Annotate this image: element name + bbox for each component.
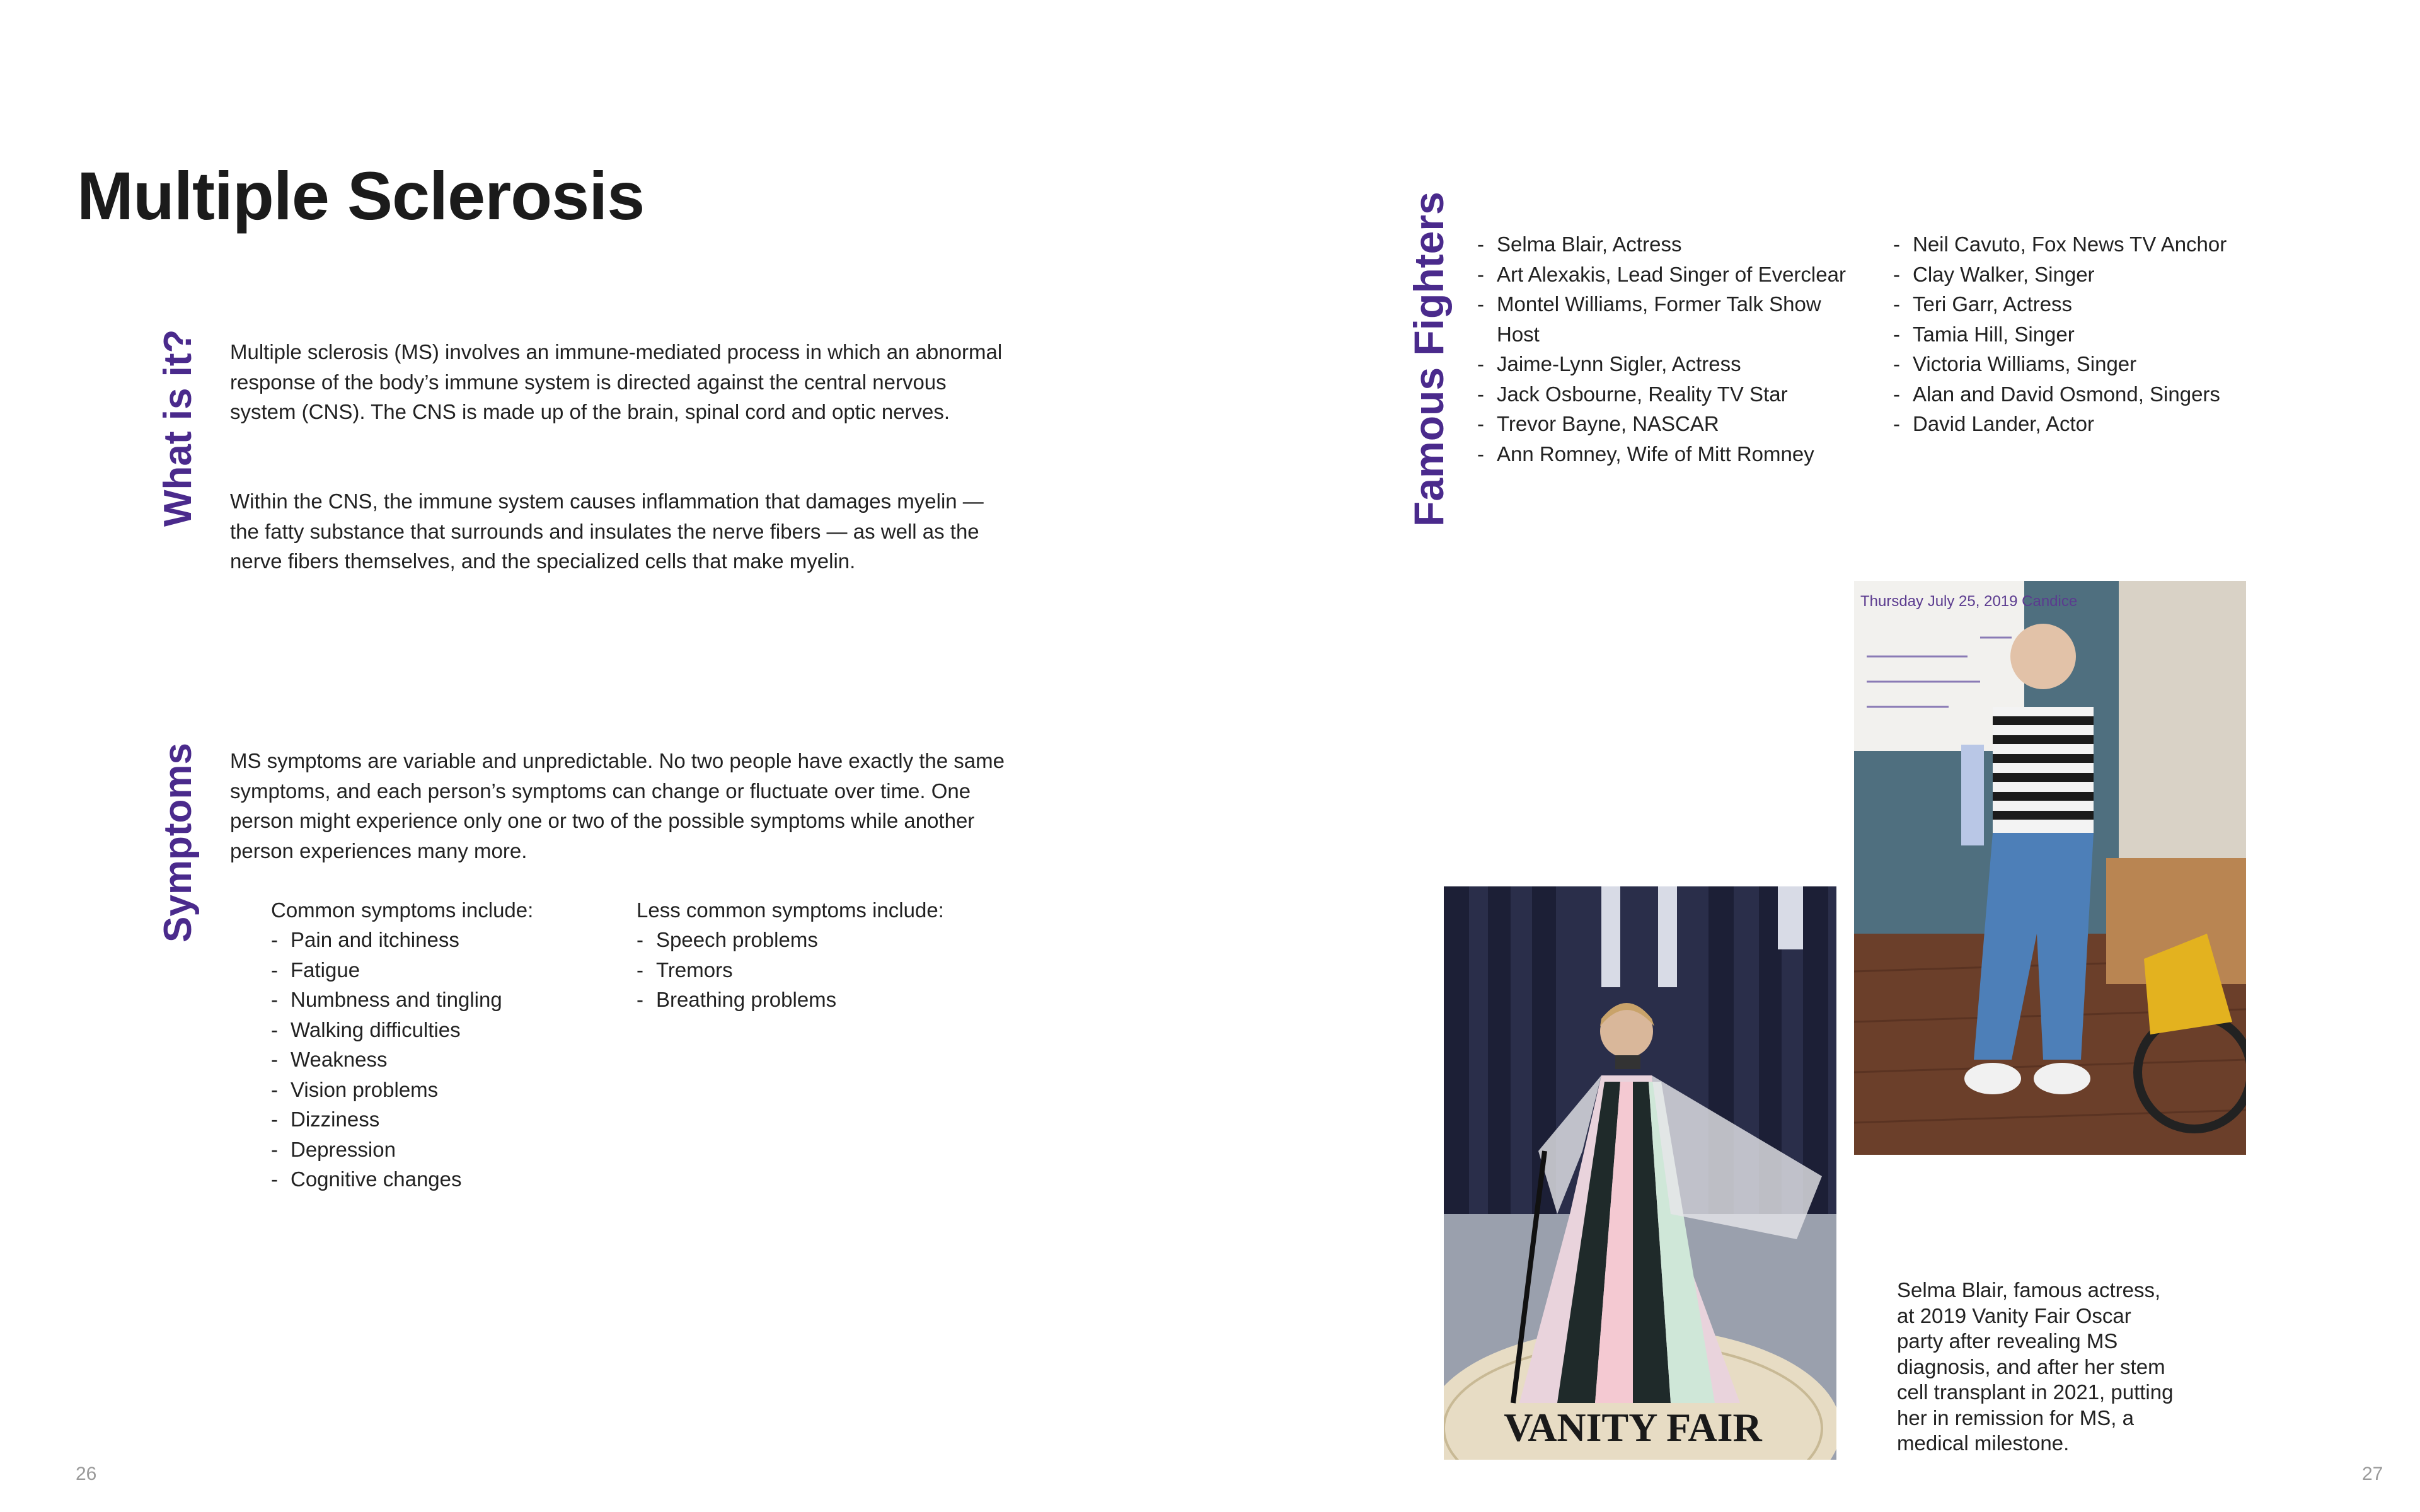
less-common-symptoms-heading: Less common symptoms include: (637, 898, 944, 922)
what-is-it-paragraph-1: Multiple sclerosis (MS) involves an immune-mediated process in which an abnormal response of the body’s immune system is directed against the central nervous system (CNS). The CNS is made up of the brain, spinal cord and optic nerves. (230, 340, 1003, 423)
list-item: - Weakness (271, 1048, 388, 1071)
list-item: - Selma Blair, Actress (1477, 232, 1682, 256)
whiteboard-text (1860, 593, 2077, 610)
list-item: - Cognitive changes (271, 1167, 462, 1191)
photo-caption: Selma Blair, famous actress, at 2019 Vanity Fair Oscar party after revealing MS diagnosis, and after her stem cell transplant in 2021, putting her in remission for MS, a medical milestone. (1897, 1278, 2174, 1455)
list-item: - Teri Garr, Actress (1893, 292, 2073, 316)
page-number-left: 26 (76, 1463, 97, 1484)
photo-selma-blair-vanity-fair (1444, 886, 1836, 1460)
list-item: - Tamia Hill, Singer (1893, 322, 2075, 346)
list-item: - Alan and David Osmond, Singers (1893, 382, 2220, 406)
list-item: - Dizziness (271, 1108, 380, 1131)
list-item: - Neil Cavuto, Fox News TV Anchor (1893, 232, 2227, 256)
what-is-it-paragraph-2: Within the CNS, the immune system causes inflammation that damages myelin — the fatty substance that surrounds and insulates the nerve fibers — as well as the nerve fibers themselves, and the specialized cells that make myelin. (230, 490, 984, 573)
less-common-symptoms-list (637, 925, 989, 1015)
section-label-famous-fighters: Famous Fighters (1405, 192, 1452, 527)
list-item: - Jaime-Lynn Sigler, Actress (1477, 352, 1741, 375)
list-item: - Montel Williams, Former Talk Show Host (1477, 292, 1821, 346)
famous-fighters-list-column-1 (1477, 229, 1868, 469)
svg-text:Thursday July 25, 2019 Candice: Thursday July 25, 2019 Candice (1860, 593, 2078, 610)
list-item: - Art Alexakis, Lead Singer of Everclear (1477, 262, 1846, 286)
vanity-fair-floor-text (1504, 1405, 1762, 1450)
list-item: - Victoria Williams, Singer (1893, 352, 2137, 375)
famous-fighters-list-column-2 (1893, 229, 2309, 439)
list-item: - Fatigue (271, 958, 360, 982)
list-item: - Walking difficulties (271, 1017, 461, 1041)
common-symptoms-list (271, 925, 624, 1194)
list-item: - Jack Osbourne, Reality TV Star (1477, 382, 1788, 406)
symptoms-intro: MS symptoms are variable and unpredictable. No two people have exactly the same symptoms, and each person’s symptoms can change or fluctuate over time. One person might experience only one or two of the possible symptoms while another person experiences many more. (230, 749, 1005, 862)
list-item: - Trevor Bayne, NASCAR (1477, 412, 1719, 435)
list-item: - Vision problems (271, 1077, 439, 1101)
section-label-symptoms: Symptoms (156, 743, 200, 942)
list-item: - Tremors (637, 958, 733, 982)
list-item: - Speech problems (637, 928, 818, 951)
page-title: Multiple Sclerosis (77, 158, 645, 234)
list-item: - Depression (271, 1137, 396, 1161)
photo-selma-blair-hospital (1854, 581, 2246, 1155)
svg-text:VANITY FAIR: VANITY FAIR (1504, 1405, 1762, 1450)
list-item: - Ann Romney, Wife of Mitt Romney (1477, 442, 1814, 466)
list-item: - Pain and itchiness (271, 928, 459, 951)
page-number-right: 27 (2362, 1463, 2383, 1484)
section-label-what-is-it: What is it? (156, 329, 200, 527)
list-item: - Clay Walker, Singer (1893, 262, 2095, 286)
list-item: - David Lander, Actor (1893, 412, 2095, 435)
common-symptoms-heading: Common symptoms include: (271, 898, 534, 922)
list-item: - Breathing problems (637, 988, 837, 1011)
list-item: - Numbness and tingling (271, 988, 502, 1011)
